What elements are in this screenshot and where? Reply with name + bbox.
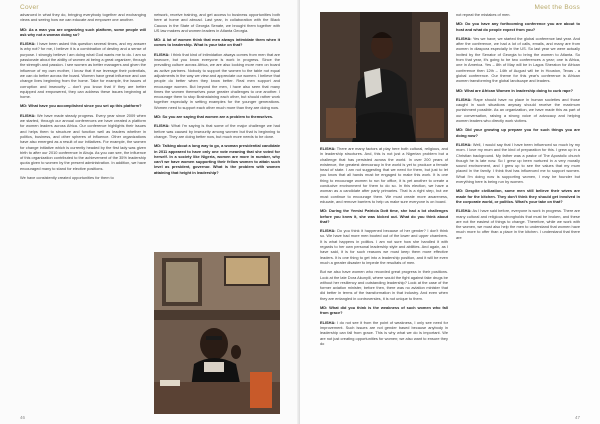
interview-answer xyxy=(456,97,580,123)
interview-question: MD: What are African Women in leadership doing to curb rape? xyxy=(456,87,573,93)
speaker-label: ELISHA: xyxy=(20,41,36,47)
answer-text: As I have said before, everyone is work in progress. There are many cultural and religious strongholds that must be broken, and these are not the easiest of things to change. Therefore, while we work with the women, we must also help the men to understand that women have much more to offer than a place in the kitchen. I understand that there are xyxy=(456,208,580,240)
answer-text: There are many factors at play here both cultural, religious, and in leadership structures. And, this is not just a Nigerian problem but a challenge that has persisted across the world. In over 200 years of existence, the greatest democracy in the world is yet to produce a female head of state. I am not suggesting that we need for them, but just to let you know that all hands must be engaged to make this work. It is one thing to encourage women to run for office, it is yet another to create a conducive environment for them to do so. In this election, we have a woman as a candidate after party primaries. That is a right step, but we must continue to encourage them. We must create more awareness, educate, and remove barriers to help us make sure everyone is on board. xyxy=(320,146,448,204)
photo-illustration xyxy=(320,12,448,142)
interview-question: MD: So you are saying that women are a problem to themselves. xyxy=(154,114,274,120)
answer-text: I have been asked this question several times, and my answer is why not? for me, I believe it is a combination of destiny and a sense of purpose. I strongly believe I am doing what God wants me to do. I am so passionate about the ability of women at being a great organizer, through the strength and passion. I see women as better managers and given the influence of my own mother, I know that if we leverage their potentials, we can do better across the board. Women have great influence and can change lives beginning from the home. Take for example, the issues of corruption and insecurity – don't you know that if they are better equipped and empowered, they can address these issues beginning at home. xyxy=(20,41,146,100)
page-number-left: 46 xyxy=(20,415,26,420)
running-header-left: Cover xyxy=(20,4,39,11)
interview-answer xyxy=(456,208,580,240)
interview-question: MD: As a man you are organizing such platform, some people will ask why not a woman doing so? xyxy=(20,26,146,37)
running-header-right: Meet the Boss xyxy=(534,4,580,11)
right-column-2 xyxy=(456,12,580,244)
answer-text: Yes we have; we started the global conference last year. And after the conference, we had a lot of calls, emails, and many are from women in diaspora especially in the US. So last year we were actually invited by the Senator of Georgia to bring the women to Atlanta. So from that year, it's going to be two conferences a year; one is Africa, one in America. Yes – 8th of May will be in Lagos Sheraton for African conference then 12th – 14th of August will be in Houston, Texas - a global conference. Our theme for this year's conference is African women transforming the global landscape and leaders. xyxy=(456,35,580,84)
body-paragraph: We have consistently created opportunities for them to xyxy=(20,175,114,181)
interview-question: MD: What have you accomplished since you set up this platform? xyxy=(20,103,142,109)
interview-question: MD: Did your growing up prepare you for such things you are doing now? xyxy=(456,127,580,138)
speaker-label: ELISHA: xyxy=(320,319,336,325)
body-paragraph: But we also have women who recorded great progress in their positions. Look at the late Dora Akunyili, where would the fight against fake drugs be without her resiliency and outstanding leadership? Look at the case of the former aviation minister, before then, there was no aviation minister that did better in terms of the transformation in that industry. And even when they are entangled in controversies, it is not unique to them. xyxy=(320,269,448,301)
speaker-label: ELISHA: xyxy=(20,112,36,118)
speaker-label: ELISHA: xyxy=(154,51,170,57)
interview-question: MD: A lot of women think that men always intimidate them when it comes to leadership. What is your take on that? xyxy=(154,37,280,48)
answer-text: Do you think it happened because of her gender? I don't think so. We have had more men booted out of the lower and upper chambers. It is what happens in politics. I am not sure how she handled it with regards to her own personal leadership style and abilities. And again, as I have said, it is for such reasons we must keep them more effective leaders. It is one thing to get into a leadership position, and it will be even much a greater disaster to impede the resultats of men. xyxy=(320,228,448,265)
interview-answer xyxy=(154,123,280,139)
seated-woman-portrait-photo xyxy=(320,12,448,142)
interview-question: MD: Despite civilization, some men still believe their wives are made for the kitchen. They don't think they should get involved in the corporate world, or politics. What's your take on that? xyxy=(456,188,580,204)
answer-text: Well, I would say that I have been influenced so much by my mom. I love my mum and the kind of preparation for this. I grew up in a Christian background. My father was a pastor of The Apostolic church though he is late now. So I grew up been nurtured in a very morally sound environment, and I grew up to see the values that my mum placed in the family. I think that has influenced me to support women. What I'm doing now is supporting women, I may be founder but everything here is being run by women. xyxy=(456,141,580,185)
right-page xyxy=(300,0,600,424)
body-paragraph: advanced in what they do, bringing everybody together and exchanging views and seeing how we can educate and empower one another. xyxy=(20,12,146,23)
answer-text: I think that kind of intimidation always comes from men that are insecure, but you know everyone is work in progress. Since the prevailing culture across Africa, we are also looking more men on board as active partners. Nobody to support the women to the table not equal adjustments in the way we view and appreciate our women. I believe that people do better when they know better. Real men support and encourage women. But beyond the men, I have also seen that many times the women themselves pose greater challenges to one another. I encourage them to stop Brainstaining each other, but should rather work together especially in setting examples for the younger generations. Women need to support each other much more than they are doing now. xyxy=(154,51,280,110)
speaker-label: ELISHA: xyxy=(456,141,472,147)
interview-answer xyxy=(320,228,448,265)
interview-answer xyxy=(20,113,146,171)
interview-question: MD: Do you have any forthcoming conference you are about to host and what do people expect from you? xyxy=(456,21,580,32)
speaker-label: ELISHA: xyxy=(154,123,170,129)
body-paragraph: not repeat the mistakes of men. xyxy=(456,12,511,17)
interview-answer xyxy=(320,146,448,204)
answer-text: I do not see it from the point of weakness, I only see need for improvement. Such issues are not gender based because anybody in leadership can fall from grace. This is why what we do is important. We are not just creating opportunities for women; we also want to ensure they do xyxy=(320,319,448,346)
speaker-label: ELISHA: xyxy=(320,146,336,151)
interview-question: MD: During the Yemisi Patricia Dott time, she had a lot challenges before you knew it, she was kicked out. What do you think about that? xyxy=(320,208,448,224)
interview-question: MD: What did you think is the weakness of such women who fall from grace? xyxy=(320,305,448,316)
speaker-label: ELISHA: xyxy=(456,35,472,41)
photo-illustration xyxy=(154,252,280,414)
speaker-label: ELISHA: xyxy=(456,208,472,214)
speaker-label: ELISHA: xyxy=(320,228,336,234)
man-on-phone-at-desk-photo xyxy=(154,252,280,414)
answer-text: We have made steady progress. Every year since 2009 when we started, through our annual conferences we have created a platform for women leaders across Africa. Our conference highlights their issues and helps them to structure and function well as leaders whether in politics, business, and other spheres of influence. Other organizations have also emerged as a result of our initiatives. For example, the women for change initiative which is currently headed by the first lady was given birth to after our 2010 conference in Abuja. As you can see, the influence of this organization contributed to the achievement of the 35% leadership quota given to women by the present administration. In addition, we have encouraged many to stand for elective positions. xyxy=(20,112,146,171)
page-number-right: 47 xyxy=(574,415,580,420)
left-column-1 xyxy=(20,12,146,184)
speaker-label: ELISHA: xyxy=(456,96,472,102)
body-paragraph: network, receive training, and get access to business opportunities both here at home and abroad. Last year, in collaboration with the Black Caucus in the State of Georgia Senate, we brought them together with US law makers and women leaders in Atlanta Georgia. xyxy=(154,12,280,33)
interview-answer xyxy=(320,320,448,346)
interview-answer xyxy=(456,142,580,184)
answer-text: What I'm saying is that some of the major challenge we had before was caused by insecurity among women but that is beginning to change. They are doing better now, but much more needs to be done. xyxy=(154,123,280,139)
right-column-1 xyxy=(320,146,448,350)
answer-text: Rape should have no place in human societies and those caught in such situations anyway should receive the maximum punishment possible. As an organization, we have made this as part of our conversation, raising a strong voice of advocacy and helping women leaders who directly work victims. xyxy=(456,96,580,124)
left-column-2 xyxy=(154,12,280,179)
interview-answer xyxy=(20,41,146,99)
interview-answer xyxy=(456,36,580,84)
interview-question: MD: Talking about a long way to go, a woman presidential candidate in 2011 appeared to have only one vote meaning that she voted for herself. In a society like Nigeria, women are more in number, why can't we have women supporting their fellow women to attain such level as president, governor. What is the problem with women attaining that height in leadership? xyxy=(154,143,280,175)
interview-answer xyxy=(154,52,280,110)
